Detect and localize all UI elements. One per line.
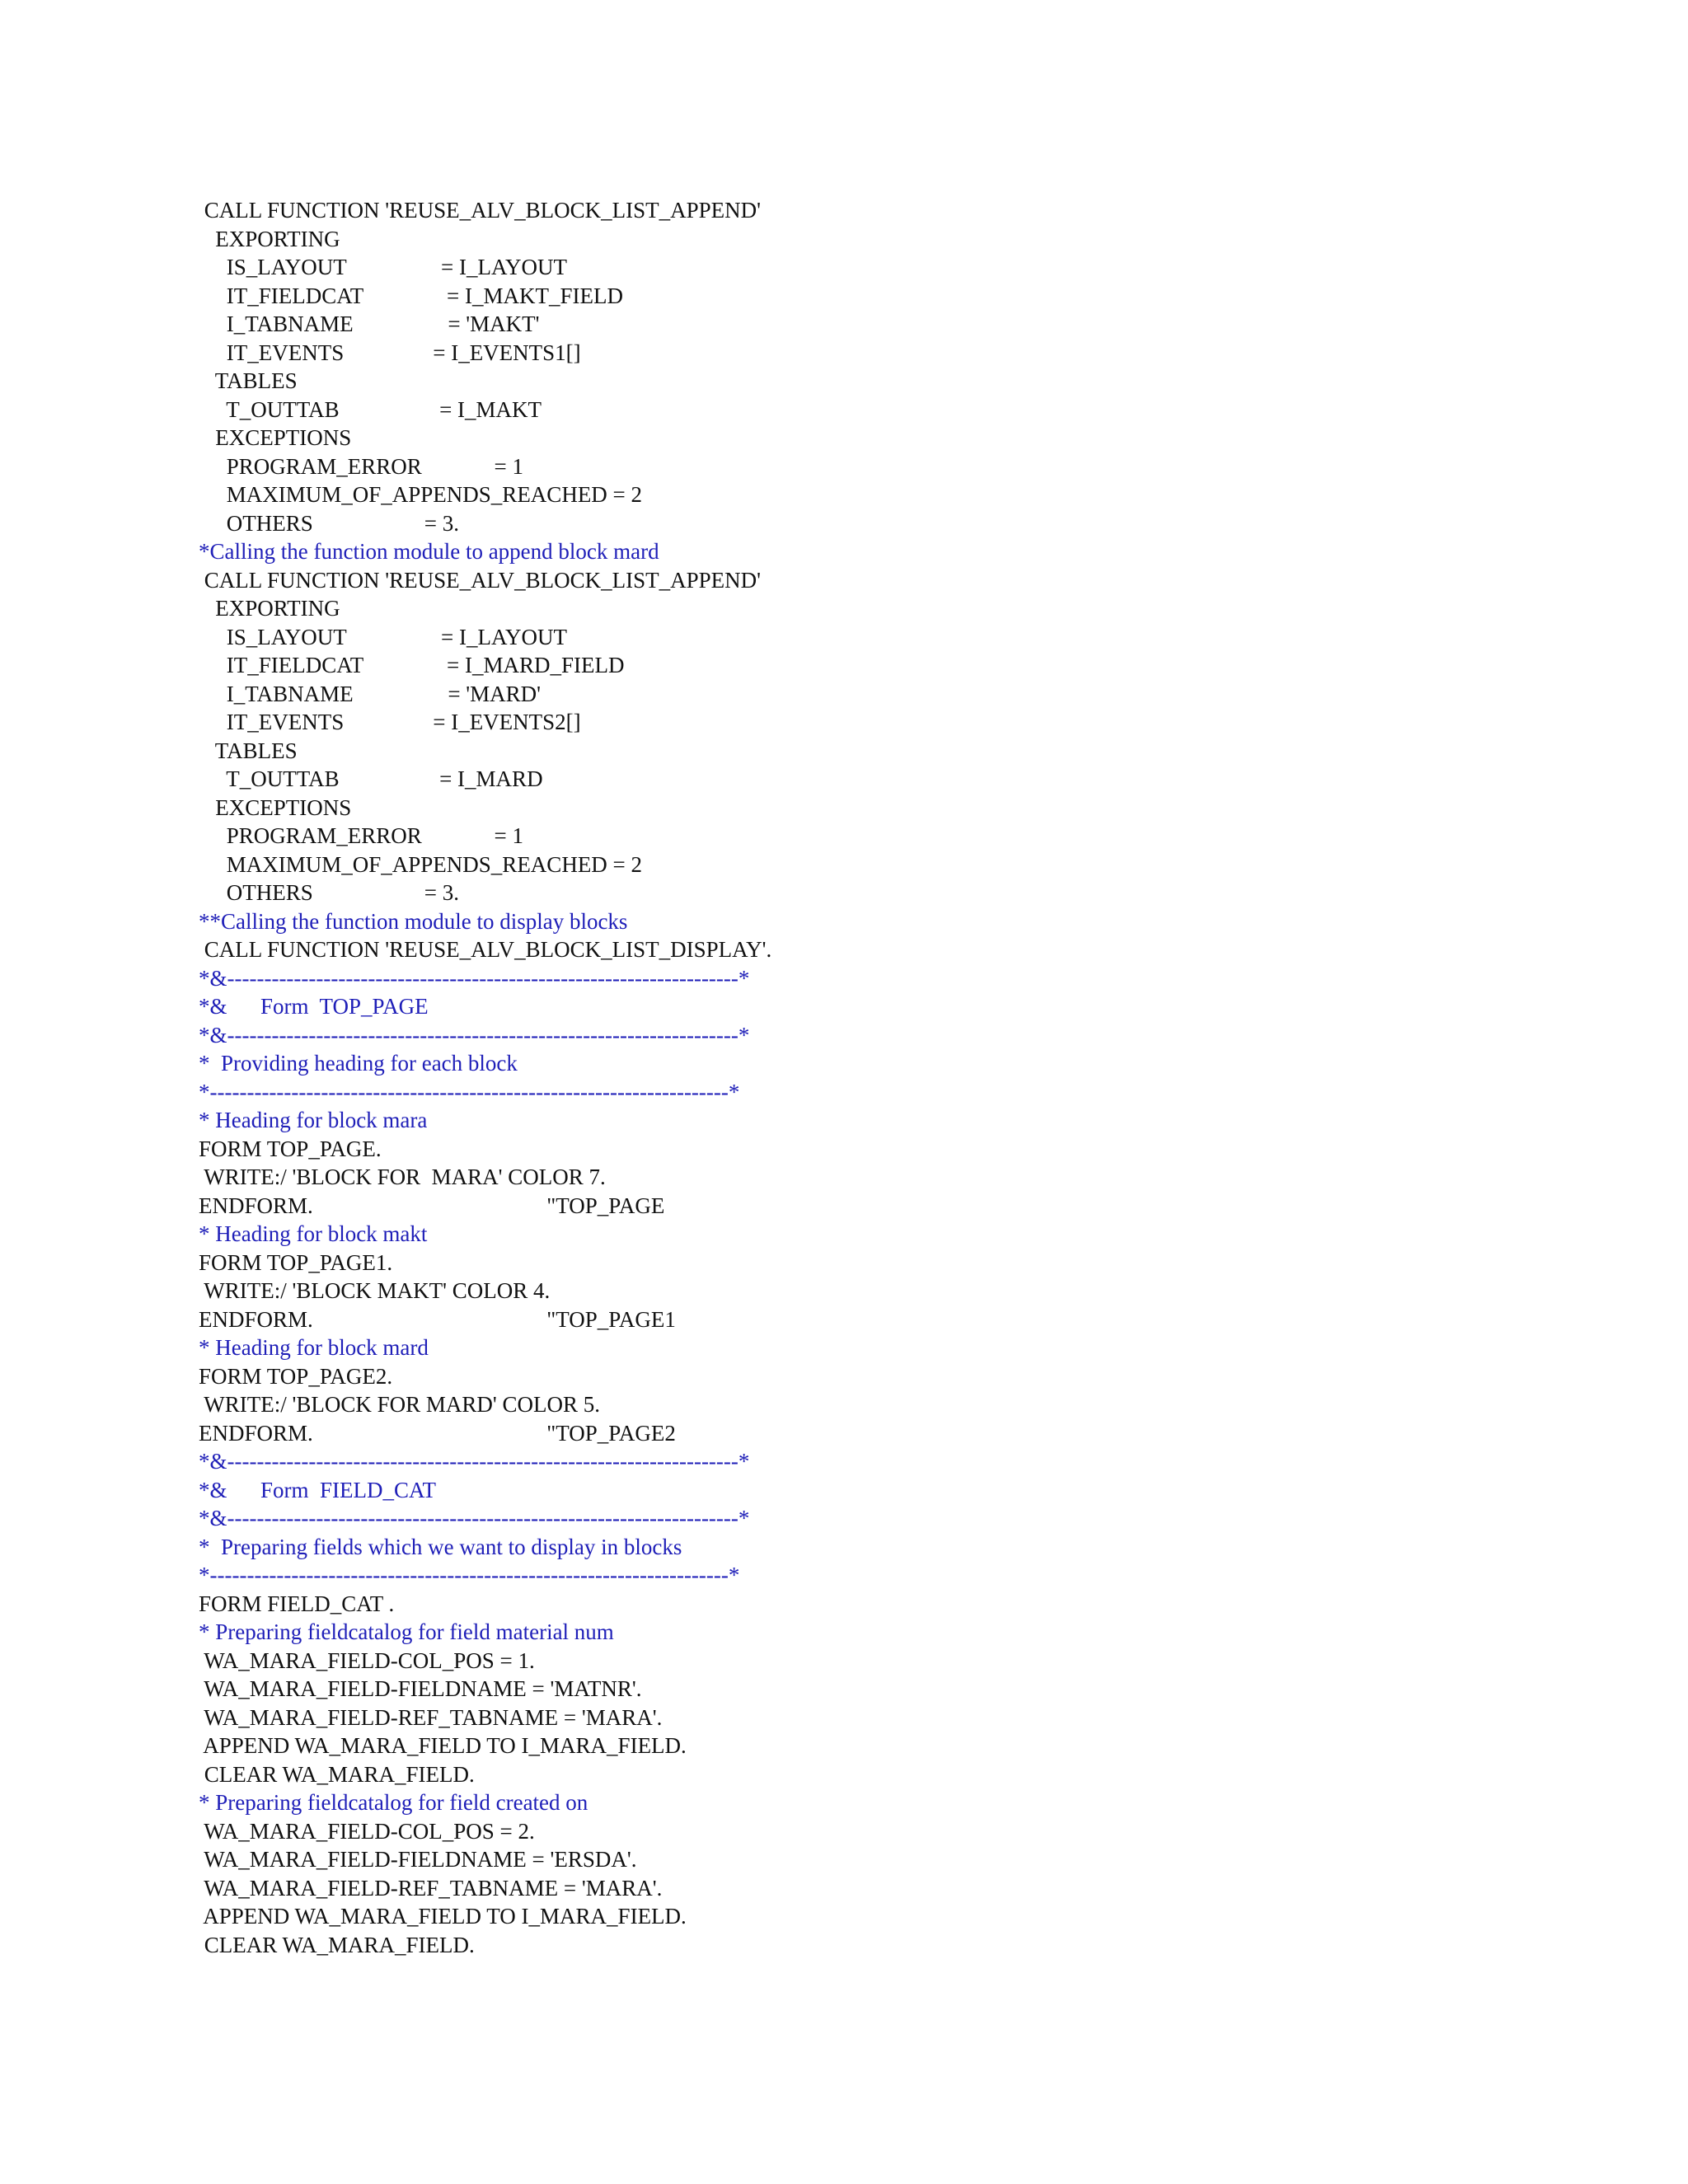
code-line: OTHERS = 3. [199,510,459,536]
code-comment-line: *----------------------------------------------------------------------* [199,1079,740,1104]
code-comment-line: * Providing heading for each block [199,1051,518,1076]
code-line: WA_MARA_FIELD-COL_POS = 1. [199,1647,535,1673]
code-comment-line: *Calling the function module to append block mard [199,539,659,564]
code-line: FORM TOP_PAGE. [199,1136,382,1161]
code-line: IS_LAYOUT = I_LAYOUT [199,624,567,649]
code-comment-line: *& Form TOP_PAGE [199,994,429,1019]
code-line: CLEAR WA_MARA_FIELD. [199,1761,475,1787]
code-listing [199,196,1649,1959]
code-line: IT_FIELDCAT = I_MARD_FIELD [199,653,625,677]
code-line: WA_MARA_FIELD-REF_TABNAME = 'MARA'. [199,1704,663,1730]
code-comment-line: * Heading for block mara [199,1108,428,1132]
code-line: MAXIMUM_OF_APPENDS_REACHED = 2 [199,482,643,507]
code-comment-line: *& Form FIELD_CAT [199,1477,437,1502]
code-line: TABLES [199,368,298,393]
code-comment-line: *&---------------------------------------------------------------------* [199,965,750,991]
code-line: ENDFORM. "TOP_PAGE [199,1193,665,1218]
code-line: IS_LAYOUT = I_LAYOUT [199,255,567,279]
code-line: TABLES [199,738,298,763]
code-comment-line: * Preparing fieldcatalog for field material num [199,1619,614,1644]
code-comment-line: * Heading for block makt [199,1221,428,1246]
code-line: IT_EVENTS = I_EVENTS2[] [199,710,581,734]
code-line: T_OUTTAB = I_MAKT [199,396,542,422]
code-comment-line: **Calling the function module to display blocks [199,908,628,934]
code-line: I_TABNAME = 'MARD' [199,681,542,706]
code-line: WA_MARA_FIELD-FIELDNAME = 'MATNR'. [199,1676,642,1701]
code-comment-line: *&---------------------------------------------------------------------* [199,1449,750,1474]
code-line: CALL FUNCTION 'REUSE_ALV_BLOCK_LIST_APPEND' [199,567,762,593]
code-line: WA_MARA_FIELD-COL_POS = 2. [199,1818,535,1844]
code-line: ENDFORM. "TOP_PAGE1 [199,1306,676,1332]
code-line: OTHERS = 3. [199,880,459,905]
code-line: APPEND WA_MARA_FIELD TO I_MARA_FIELD. [199,1904,687,1929]
code-line: EXCEPTIONS [199,794,352,820]
code-line: T_OUTTAB = I_MARD [199,766,543,791]
code-line: PROGRAM_ERROR = 1 [199,823,524,848]
code-line: WRITE:/ 'BLOCK FOR MARA' COLOR 7. [199,1165,606,1189]
code-line: CALL FUNCTION 'REUSE_ALV_BLOCK_LIST_DISPLAY'. [199,937,772,962]
code-line: IT_FIELDCAT = I_MAKT_FIELD [199,283,623,308]
code-line: WA_MARA_FIELD-REF_TABNAME = 'MARA'. [199,1875,663,1900]
code-line: I_TABNAME = 'MAKT' [199,312,540,336]
code-comment-line: * Heading for block mard [199,1335,429,1360]
code-line: WRITE:/ 'BLOCK MAKT' COLOR 4. [199,1278,551,1303]
code-line: FORM TOP_PAGE1. [199,1249,393,1275]
code-comment-line: *----------------------------------------------------------------------* [199,1563,740,1587]
code-line: EXCEPTIONS [199,425,352,450]
code-comment-line: *&---------------------------------------------------------------------* [199,1022,750,1047]
code-line: ENDFORM. "TOP_PAGE2 [199,1420,676,1446]
code-comment-line: *&---------------------------------------------------------------------* [199,1506,750,1530]
code-line: CLEAR WA_MARA_FIELD. [199,1932,475,1957]
code-comment-line: * Preparing fieldcatalog for field created on [199,1790,588,1815]
code-line: EXPORTING [199,226,340,251]
code-line: APPEND WA_MARA_FIELD TO I_MARA_FIELD. [199,1733,687,1758]
code-line: FORM FIELD_CAT . [199,1591,395,1616]
code-comment-line: * Preparing fields which we want to display in blocks [199,1534,682,1559]
code-line: MAXIMUM_OF_APPENDS_REACHED = 2 [199,851,643,877]
code-line: IT_EVENTS = I_EVENTS1[] [199,340,581,365]
code-line: CALL FUNCTION 'REUSE_ALV_BLOCK_LIST_APPEND' [199,198,762,223]
code-line: WRITE:/ 'BLOCK FOR MARD' COLOR 5. [199,1392,601,1417]
code-line: WA_MARA_FIELD-FIELDNAME = 'ERSDA'. [199,1847,637,1872]
code-line: FORM TOP_PAGE2. [199,1363,393,1389]
code-line: EXPORTING [199,596,340,621]
code-line: PROGRAM_ERROR = 1 [199,453,524,479]
